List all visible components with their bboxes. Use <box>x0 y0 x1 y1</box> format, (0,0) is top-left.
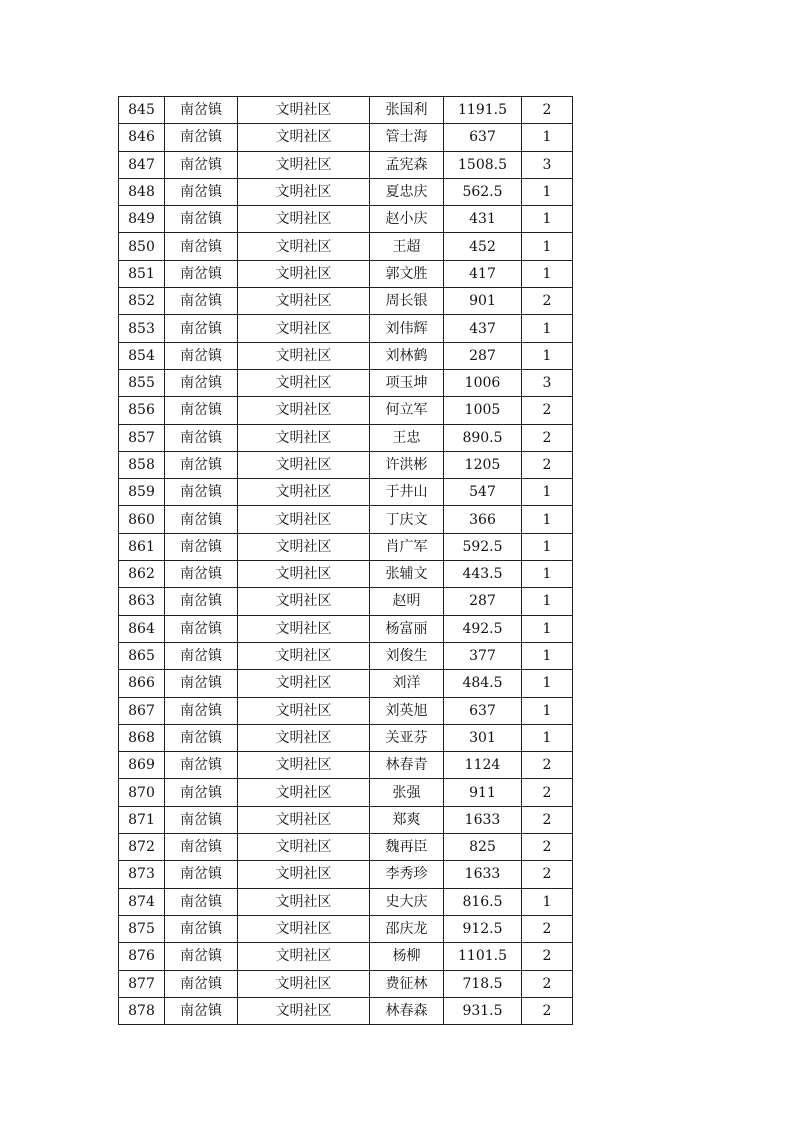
name-cell: 费征林 <box>370 970 444 997</box>
name-cell: 刘林鹤 <box>370 342 444 369</box>
amount-cell: 287 <box>444 342 522 369</box>
table-row <box>119 834 573 861</box>
amount-cell: 1005 <box>444 397 522 424</box>
table-row <box>119 997 573 1024</box>
town-cell: 南岔镇 <box>165 479 238 506</box>
community-cell: 文明社区 <box>238 806 370 833</box>
amount-cell: 637 <box>444 124 522 151</box>
community-cell: 文明社区 <box>238 288 370 315</box>
table-row <box>119 561 573 588</box>
count-cell: 1 <box>522 561 573 588</box>
table-row <box>119 615 573 642</box>
town-cell: 南岔镇 <box>165 97 238 124</box>
row-number-cell: 848 <box>119 178 165 205</box>
table-row <box>119 779 573 806</box>
town-cell: 南岔镇 <box>165 588 238 615</box>
row-number-cell: 863 <box>119 588 165 615</box>
community-cell: 文明社区 <box>238 834 370 861</box>
count-cell: 1 <box>522 615 573 642</box>
community-cell: 文明社区 <box>238 861 370 888</box>
amount-cell: 366 <box>444 506 522 533</box>
count-cell: 1 <box>522 342 573 369</box>
name-cell: 关亚芬 <box>370 724 444 751</box>
row-number-cell: 857 <box>119 424 165 451</box>
amount-cell: 825 <box>444 834 522 861</box>
community-cell: 文明社区 <box>238 724 370 751</box>
name-cell: 王忠 <box>370 424 444 451</box>
town-cell: 南岔镇 <box>165 752 238 779</box>
town-cell: 南岔镇 <box>165 151 238 178</box>
count-cell: 3 <box>522 369 573 396</box>
table-row <box>119 206 573 233</box>
row-number-cell: 876 <box>119 943 165 970</box>
amount-cell: 931.5 <box>444 997 522 1024</box>
table-row <box>119 970 573 997</box>
community-cell: 文明社区 <box>238 124 370 151</box>
community-cell: 文明社区 <box>238 151 370 178</box>
amount-cell: 431 <box>444 206 522 233</box>
town-cell: 南岔镇 <box>165 888 238 915</box>
table-row <box>119 342 573 369</box>
table-row <box>119 233 573 260</box>
name-cell: 邵庆龙 <box>370 915 444 942</box>
row-number-cell: 874 <box>119 888 165 915</box>
community-cell: 文明社区 <box>238 97 370 124</box>
count-cell: 2 <box>522 943 573 970</box>
amount-cell: 816.5 <box>444 888 522 915</box>
community-cell: 文明社区 <box>238 342 370 369</box>
amount-cell: 637 <box>444 697 522 724</box>
amount-cell: 901 <box>444 288 522 315</box>
table-row <box>119 124 573 151</box>
name-cell: 林春森 <box>370 997 444 1024</box>
row-number-cell: 877 <box>119 970 165 997</box>
amount-cell: 1633 <box>444 861 522 888</box>
town-cell: 南岔镇 <box>165 124 238 151</box>
count-cell: 1 <box>522 233 573 260</box>
amount-cell: 1006 <box>444 369 522 396</box>
town-cell: 南岔镇 <box>165 533 238 560</box>
table-row <box>119 533 573 560</box>
table-row <box>119 915 573 942</box>
name-cell: 杨富丽 <box>370 615 444 642</box>
community-cell: 文明社区 <box>238 588 370 615</box>
town-cell: 南岔镇 <box>165 342 238 369</box>
table-row <box>119 642 573 669</box>
town-cell: 南岔镇 <box>165 561 238 588</box>
town-cell: 南岔镇 <box>165 697 238 724</box>
count-cell: 1 <box>522 670 573 697</box>
row-number-cell: 854 <box>119 342 165 369</box>
amount-cell: 301 <box>444 724 522 751</box>
amount-cell: 437 <box>444 315 522 342</box>
town-cell: 南岔镇 <box>165 997 238 1024</box>
town-cell: 南岔镇 <box>165 178 238 205</box>
town-cell: 南岔镇 <box>165 724 238 751</box>
community-cell: 文明社区 <box>238 424 370 451</box>
amount-cell: 1508.5 <box>444 151 522 178</box>
count-cell: 2 <box>522 451 573 478</box>
table-row <box>119 888 573 915</box>
row-number-cell: 858 <box>119 451 165 478</box>
community-cell: 文明社区 <box>238 642 370 669</box>
row-number-cell: 862 <box>119 561 165 588</box>
name-cell: 史大庆 <box>370 888 444 915</box>
row-number-cell: 859 <box>119 479 165 506</box>
table-row <box>119 97 573 124</box>
table-row <box>119 806 573 833</box>
row-number-cell: 852 <box>119 288 165 315</box>
community-cell: 文明社区 <box>238 697 370 724</box>
amount-cell: 1205 <box>444 451 522 478</box>
table-row <box>119 724 573 751</box>
town-cell: 南岔镇 <box>165 451 238 478</box>
row-number-cell: 873 <box>119 861 165 888</box>
name-cell: 刘伟辉 <box>370 315 444 342</box>
count-cell: 1 <box>522 260 573 287</box>
town-cell: 南岔镇 <box>165 834 238 861</box>
count-cell: 1 <box>522 642 573 669</box>
name-cell: 肖广军 <box>370 533 444 560</box>
name-cell: 李秀珍 <box>370 861 444 888</box>
table-row <box>119 451 573 478</box>
row-number-cell: 878 <box>119 997 165 1024</box>
row-number-cell: 864 <box>119 615 165 642</box>
count-cell: 2 <box>522 752 573 779</box>
name-cell: 魏再臣 <box>370 834 444 861</box>
name-cell: 杨柳 <box>370 943 444 970</box>
amount-cell: 452 <box>444 233 522 260</box>
amount-cell: 547 <box>444 479 522 506</box>
count-cell: 1 <box>522 206 573 233</box>
town-cell: 南岔镇 <box>165 615 238 642</box>
count-cell: 1 <box>522 315 573 342</box>
community-cell: 文明社区 <box>238 451 370 478</box>
count-cell: 2 <box>522 288 573 315</box>
count-cell: 2 <box>522 970 573 997</box>
row-number-cell: 870 <box>119 779 165 806</box>
community-cell: 文明社区 <box>238 233 370 260</box>
name-cell: 项玉坤 <box>370 369 444 396</box>
town-cell: 南岔镇 <box>165 861 238 888</box>
amount-cell: 287 <box>444 588 522 615</box>
table-row <box>119 752 573 779</box>
row-number-cell: 867 <box>119 697 165 724</box>
row-number-cell: 865 <box>119 642 165 669</box>
name-cell: 周长银 <box>370 288 444 315</box>
name-cell: 丁庆文 <box>370 506 444 533</box>
town-cell: 南岔镇 <box>165 315 238 342</box>
count-cell: 2 <box>522 915 573 942</box>
table-row <box>119 943 573 970</box>
name-cell: 刘俊生 <box>370 642 444 669</box>
town-cell: 南岔镇 <box>165 779 238 806</box>
community-cell: 文明社区 <box>238 970 370 997</box>
table-row <box>119 506 573 533</box>
community-cell: 文明社区 <box>238 561 370 588</box>
row-number-cell: 875 <box>119 915 165 942</box>
community-cell: 文明社区 <box>238 997 370 1024</box>
name-cell: 郭文胜 <box>370 260 444 287</box>
amount-cell: 562.5 <box>444 178 522 205</box>
town-cell: 南岔镇 <box>165 806 238 833</box>
name-cell: 刘洋 <box>370 670 444 697</box>
community-cell: 文明社区 <box>238 779 370 806</box>
amount-cell: 1124 <box>444 752 522 779</box>
community-cell: 文明社区 <box>238 506 370 533</box>
count-cell: 1 <box>522 506 573 533</box>
community-cell: 文明社区 <box>238 943 370 970</box>
amount-cell: 417 <box>444 260 522 287</box>
row-number-cell: 868 <box>119 724 165 751</box>
row-number-cell: 872 <box>119 834 165 861</box>
town-cell: 南岔镇 <box>165 943 238 970</box>
name-cell: 孟宪森 <box>370 151 444 178</box>
amount-cell: 377 <box>444 642 522 669</box>
row-number-cell: 847 <box>119 151 165 178</box>
community-cell: 文明社区 <box>238 315 370 342</box>
amount-cell: 592.5 <box>444 533 522 560</box>
table-row <box>119 178 573 205</box>
count-cell: 1 <box>522 588 573 615</box>
amount-cell: 1101.5 <box>444 943 522 970</box>
row-number-cell: 855 <box>119 369 165 396</box>
count-cell: 2 <box>522 806 573 833</box>
count-cell: 1 <box>522 178 573 205</box>
row-number-cell: 856 <box>119 397 165 424</box>
community-cell: 文明社区 <box>238 615 370 642</box>
count-cell: 2 <box>522 97 573 124</box>
community-cell: 文明社区 <box>238 479 370 506</box>
community-cell: 文明社区 <box>238 178 370 205</box>
community-cell: 文明社区 <box>238 206 370 233</box>
row-number-cell: 853 <box>119 315 165 342</box>
table-row <box>119 697 573 724</box>
table-row <box>119 315 573 342</box>
row-number-cell: 851 <box>119 260 165 287</box>
count-cell: 1 <box>522 697 573 724</box>
amount-cell: 890.5 <box>444 424 522 451</box>
name-cell: 张强 <box>370 779 444 806</box>
row-number-cell: 845 <box>119 97 165 124</box>
table-row <box>119 151 573 178</box>
name-cell: 于井山 <box>370 479 444 506</box>
row-number-cell: 866 <box>119 670 165 697</box>
table-row <box>119 861 573 888</box>
name-cell: 郑爽 <box>370 806 444 833</box>
row-number-cell: 850 <box>119 233 165 260</box>
count-cell: 1 <box>522 124 573 151</box>
community-cell: 文明社区 <box>238 260 370 287</box>
amount-cell: 443.5 <box>444 561 522 588</box>
name-cell: 张国利 <box>370 97 444 124</box>
amount-cell: 492.5 <box>444 615 522 642</box>
name-cell: 赵明 <box>370 588 444 615</box>
count-cell: 1 <box>522 479 573 506</box>
town-cell: 南岔镇 <box>165 260 238 287</box>
community-cell: 文明社区 <box>238 752 370 779</box>
town-cell: 南岔镇 <box>165 670 238 697</box>
name-cell: 管士海 <box>370 124 444 151</box>
count-cell: 2 <box>522 861 573 888</box>
name-cell: 夏忠庆 <box>370 178 444 205</box>
name-cell: 张辅文 <box>370 561 444 588</box>
table-row <box>119 479 573 506</box>
count-cell: 1 <box>522 888 573 915</box>
name-cell: 刘英旭 <box>370 697 444 724</box>
town-cell: 南岔镇 <box>165 642 238 669</box>
amount-cell: 911 <box>444 779 522 806</box>
table-row <box>119 424 573 451</box>
community-cell: 文明社区 <box>238 397 370 424</box>
row-number-cell: 860 <box>119 506 165 533</box>
community-cell: 文明社区 <box>238 670 370 697</box>
row-number-cell: 869 <box>119 752 165 779</box>
amount-cell: 1633 <box>444 806 522 833</box>
town-cell: 南岔镇 <box>165 397 238 424</box>
table-row <box>119 588 573 615</box>
town-cell: 南岔镇 <box>165 424 238 451</box>
name-cell: 王超 <box>370 233 444 260</box>
town-cell: 南岔镇 <box>165 506 238 533</box>
count-cell: 3 <box>522 151 573 178</box>
count-cell: 1 <box>522 533 573 560</box>
count-cell: 2 <box>522 997 573 1024</box>
record-table-body <box>119 97 573 1025</box>
table-row <box>119 670 573 697</box>
row-number-cell: 846 <box>119 124 165 151</box>
community-cell: 文明社区 <box>238 369 370 396</box>
town-cell: 南岔镇 <box>165 233 238 260</box>
count-cell: 1 <box>522 724 573 751</box>
community-cell: 文明社区 <box>238 888 370 915</box>
count-cell: 2 <box>522 424 573 451</box>
town-cell: 南岔镇 <box>165 369 238 396</box>
amount-cell: 1191.5 <box>444 97 522 124</box>
row-number-cell: 871 <box>119 806 165 833</box>
town-cell: 南岔镇 <box>165 915 238 942</box>
amount-cell: 912.5 <box>444 915 522 942</box>
amount-cell: 718.5 <box>444 970 522 997</box>
community-cell: 文明社区 <box>238 915 370 942</box>
town-cell: 南岔镇 <box>165 970 238 997</box>
name-cell: 林春青 <box>370 752 444 779</box>
row-number-cell: 861 <box>119 533 165 560</box>
amount-cell: 484.5 <box>444 670 522 697</box>
row-number-cell: 849 <box>119 206 165 233</box>
community-cell: 文明社区 <box>238 533 370 560</box>
table-row <box>119 369 573 396</box>
count-cell: 2 <box>522 834 573 861</box>
count-cell: 2 <box>522 779 573 806</box>
table-row <box>119 260 573 287</box>
table-row <box>119 397 573 424</box>
record-table <box>118 96 573 1025</box>
table-row <box>119 288 573 315</box>
town-cell: 南岔镇 <box>165 288 238 315</box>
name-cell: 赵小庆 <box>370 206 444 233</box>
count-cell: 2 <box>522 397 573 424</box>
town-cell: 南岔镇 <box>165 206 238 233</box>
name-cell: 何立军 <box>370 397 444 424</box>
name-cell: 许洪彬 <box>370 451 444 478</box>
